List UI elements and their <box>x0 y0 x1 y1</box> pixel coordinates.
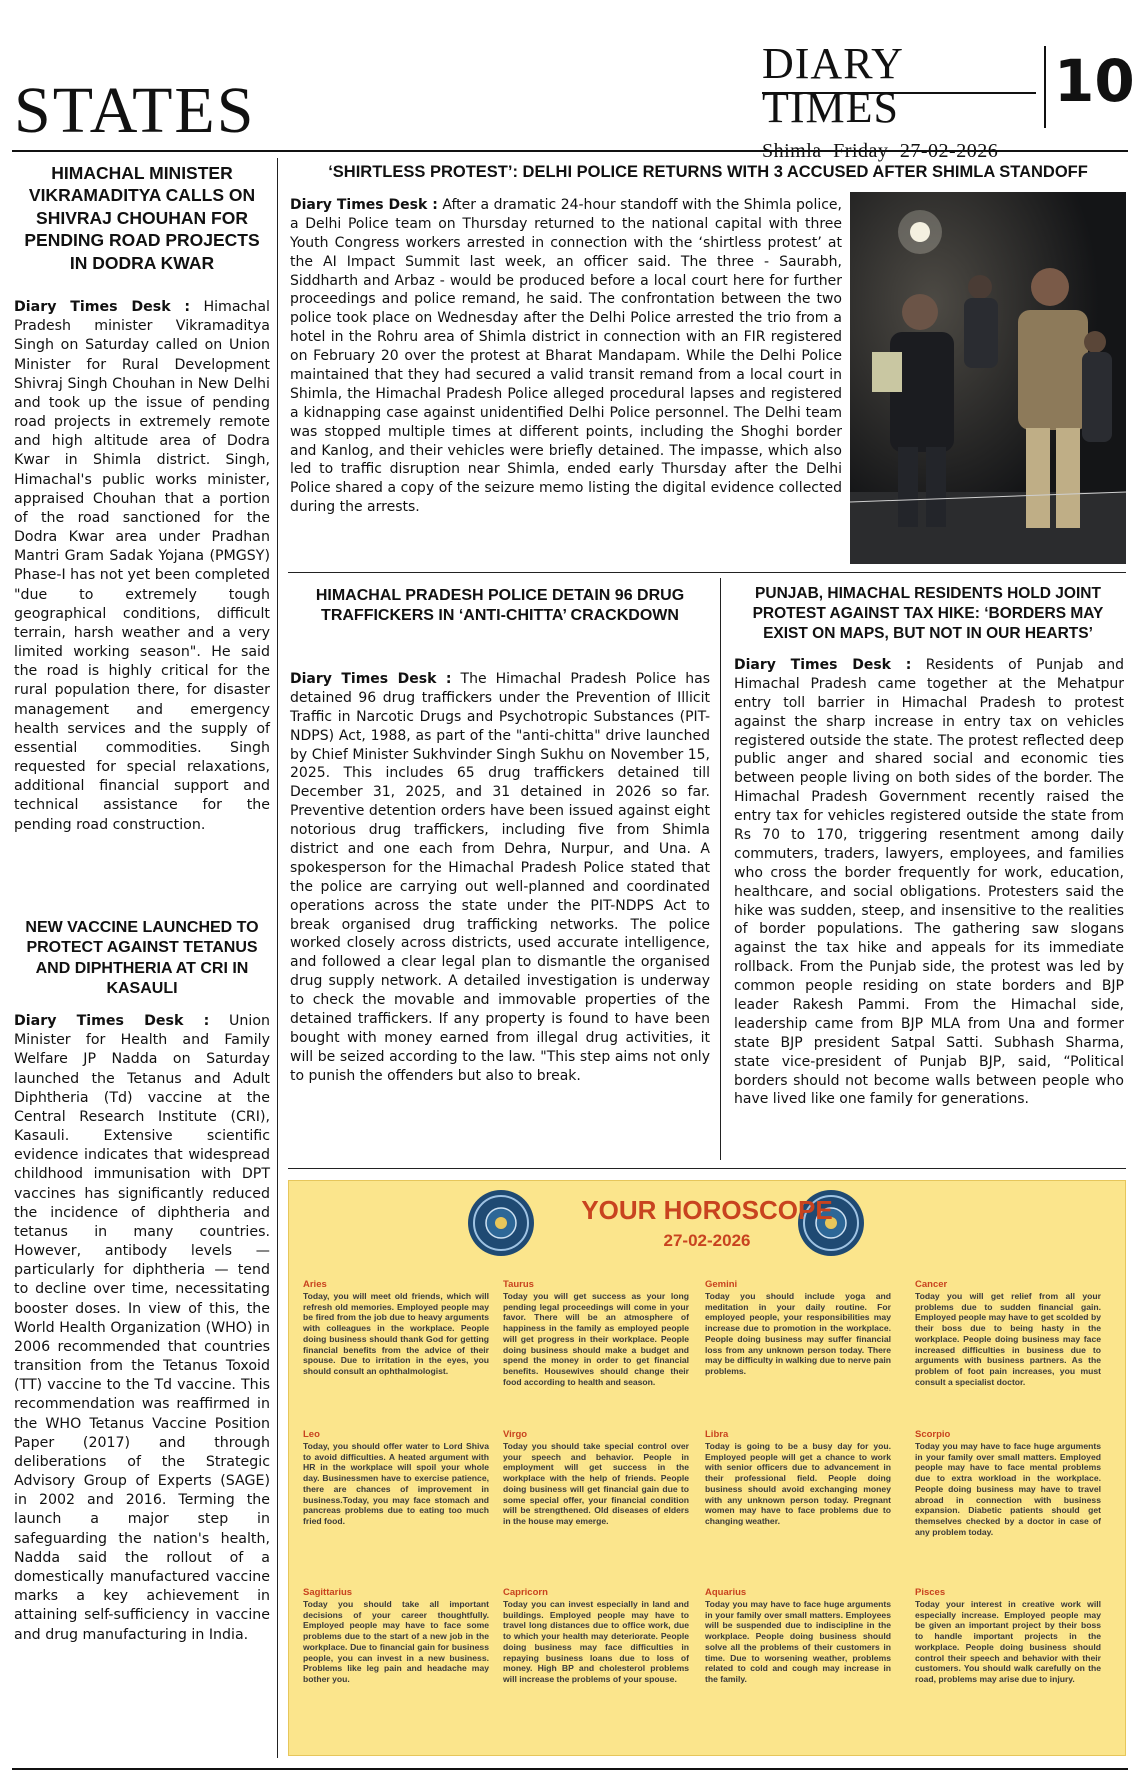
sign-name: Virgo <box>503 1429 528 1440</box>
horoscope-sign <box>303 1279 489 1377</box>
horoscope-sign <box>303 1587 489 1685</box>
horoscope-sign <box>503 1429 689 1527</box>
masthead <box>762 39 1042 163</box>
article-headline: HIMACHAL PRADESH POLICE DETAIN 96 DRUG TRAFFICKERS IN ‘ANTI-CHITTA’ CRACKDOWN <box>315 587 685 625</box>
article-text: Himachal Pradesh minister Vikramaditya Singh on Saturday called on Union Minister for Rural Development Shivraj Singh Chouhan in New Delhi and took up the issue of pending road projects in extremely remote and high altitude area of Dodra Kwar in Shimla district. Singh, Himachal's public works minister, appraised Chouhan that a portion of the road sanctioned for the Dodra Kwar area under Pradhan Mantri Gram Sadak Yojana (PMGSY) Phase-I has not yet been completed "due to extremely tough geographical conditions, difficult terrain, harsh weather and a very limited working season". He said the road is highly critical for the rural population there, for disaster management and emergency health services and the supply of essential commodities. Singh requested for special relaxations, additional financial support and technical assistance for the pending road construction. <box>14 299 270 833</box>
horoscope-title: YOUR HOROSCOPE <box>581 1195 833 1225</box>
sign-name: Leo <box>303 1429 320 1440</box>
sign-forecast: Today you may have to face huge arguments in your family over small matters. Employed people may have to face mental problems due to extra workload in the workplace. People doing business may have to travel abroad in connection with business expansion. Diabetic patients should get themselves checked by a doctor in case of any problem today. <box>915 1441 1101 1537</box>
bottom-rule <box>12 1768 1128 1770</box>
article-text: After a dramatic 24-hour standoff with the Shimla police, a Delhi Police team on Thursday returned to the national capital with three Youth Congress workers arrested in connection with the ‘shirtless protest’ at the AI Impact Summit last week, an officer said. The three - Saurabh, Siddharth and Arbaz - would be produced before a local court here for further proceedings and police remand, he said. The confrontation between the two police took place on Wednesday after the Delhi Police arrested the trio from a hotel in the Rohru area of Shimla district in connection with an FIR registered on February 20 over the protest at Bharat Mandapam. While the Delhi Police maintained that they had secured a valid transit remand from a local court in Shimla, the Himachal Pradesh Police alleged procedural lapses and registered a kidnapping case against unidentified Delhi Police personnel. The Delhi team was stopped multiple times at different points, including the Shoghi border and Kanlog, and their vehicles were briefly detained. The impasse, which also led to traffic disruption near Shimla, ended early Thursday after the Delhi Police shared a copy of the seizure memo listing the digital evidence collected during the arrests. <box>290 197 842 516</box>
sign-forecast: Today you should take all important decisions of your career thoughtfully. Employed people may have to face some problems due to the start of a new job in the workplace. Due to financial gain for business people, you can invest in a new business. Problems like leg pain and headache may bother you. <box>303 1599 489 1685</box>
sign-forecast: Today you may have to face huge arguments in your family over small matters. Employees will be suspended due to indiscipline in the workplace. People doing business should solve all the problems of their customers in time. Due to worsening weather, problems related to cold and cough may increase in the family. <box>705 1599 891 1685</box>
dateline: Shimla Friday 27-02-2026 <box>762 140 999 162</box>
article-body <box>734 656 1124 1109</box>
horoscope-date: 27-02-2026 <box>663 1231 751 1250</box>
article-body <box>290 670 710 1086</box>
horoscope-sign <box>705 1279 891 1377</box>
desk-label: Diary Times Desk : <box>734 657 912 673</box>
row-divider <box>288 572 1126 573</box>
horoscope-sign <box>915 1429 1101 1538</box>
desk-label: Diary Times Desk : <box>290 671 452 687</box>
horoscope-sign <box>705 1429 891 1527</box>
page-number: 10 <box>1054 47 1135 115</box>
column-divider <box>277 158 278 1758</box>
article-text: The Himachal Pradesh Police has detained 96 drug traffickers under the Prevention of Illicit Traffic in Narcotic Drugs and Psychotropic Substances (PIT-NDPS) Act, 1988, as part of the "anti-chitta" drive launched by Chief Minister Sukhvinder Singh Sukhu on November 15, 2025. This includes 65 drug traffickers detained till December 31, 2025, and 31 detained in 2026 so far. Preventive detention orders have been issued against eight notorious drug traffickers, including five from Shimla district and one each from Dehra, Nurpur, and Una. A spokesperson for the Himachal Pradesh Police stated that the police are carrying out well-planned and coordinated operations across the state under the PIT-NDPS Act to break organised drug trafficking networks. The police worked closely across districts, used accurate intelligence, and followed a clear legal plan to dismantle the organised drug supply network. A detailed investigation is underway to check the movable and immovable properties of the detained traffickers. If any property is found to have been bought with money earned from illegal drug activities, it will be seized according to the law. "This step aims not only to punish the offenders but also to break. <box>290 671 710 1084</box>
horoscope-sign <box>503 1279 689 1388</box>
horoscope-sign <box>705 1587 891 1685</box>
news-photo <box>850 192 1126 564</box>
row-divider <box>288 1168 1126 1169</box>
lead-headline: ‘SHIRTLESS PROTEST’: DELHI POLICE RETURNS WITH 3 ACCUSED AFTER SHIMLA STANDOFF <box>328 163 1088 181</box>
article-body <box>14 298 270 835</box>
article-headline: NEW VACCINE LAUNCHED TO PROTECT AGAINST TETANUS AND DIPHTHERIA AT CRI IN KASAULI <box>25 919 259 998</box>
sign-name: Aries <box>303 1279 327 1290</box>
sign-name: Cancer <box>915 1279 948 1290</box>
sign-forecast: Today, you will meet old friends, which will refresh old memories. Employed people may be fired from the job due to heavy arguments with colleagues in the workplace. People doing business should thank God for getting financial benefits from the advice of their spouse. Due to irritation in the eyes, you should consult an ophthalmologist. <box>303 1291 489 1377</box>
sign-forecast: Today your interest in creative work will especially increase. Employed people may be given an important project by their boss to handle important projects in the workplace. People doing business should control their speech and behavior with their customers. You should walk carefully on the road, problems may arise due to injury. <box>915 1599 1101 1685</box>
horoscope-panel <box>288 1180 1126 1756</box>
masthead-divider <box>1044 46 1046 128</box>
sign-forecast: Today you can invest especially in land and buildings. Employed people may have to travel long distances due to office work, due to which your health may deteriorate. People doing business may face difficulties in repaying business loans due to loss of money. High BP and cholesterol problems will increase the problems of your spouse. <box>503 1599 689 1685</box>
sign-forecast: Today, you should offer water to Lord Shiva to avoid difficulties. A heated argument with HR in the workplace will spoil your whole day. Businessmen have to exercise patience, there are chances of improvement in business.Today, you may face stomach and pancreas problems due to eating too much fried food. <box>303 1441 489 1527</box>
sign-name: Sagittarius <box>303 1587 353 1598</box>
sign-forecast: Today is going to be a busy day for you. Employed people will get a chance to work with senior officers due to advancement in their professional field. People doing business should avoid exchanging money with any unknown person today. Pregnant women may have to face problems due to changing weather. <box>705 1441 891 1527</box>
sign-name: Scorpio <box>915 1429 951 1440</box>
sign-name: Gemini <box>705 1279 738 1290</box>
newspaper-name: DIARY TIMES <box>762 39 903 132</box>
article-body <box>14 1012 270 1645</box>
desk-label: Diary Times Desk : <box>14 299 191 315</box>
sign-name: Capricorn <box>503 1587 548 1598</box>
sign-forecast: Today you should include yoga and meditation in your daily routine. For employed people, your responsibilities may increase due to promotion in the workplace. People doing business may suffer financial loss from any unknown person today. There may be difficulty in walking due to nerve pain problems. <box>705 1291 891 1377</box>
sign-name: Libra <box>705 1429 729 1440</box>
sign-name: Aquarius <box>705 1587 747 1598</box>
top-rule <box>12 150 1128 152</box>
horoscope-sign <box>915 1587 1101 1685</box>
column-divider <box>720 578 721 1160</box>
article-headline: HIMACHAL MINISTER VIKRAMADITYA CALLS ON SHIVRAJ CHOUHAN FOR PENDING ROAD PROJECTS IN DODRA KWAR <box>24 163 260 273</box>
sign-forecast: Today you will get relief from all your problems due to sudden financial gain. Employed people may have to get scolded by their boss due to being hasty in the workplace. People doing business may face increased difficulties in business due to arguments with business partners. As the problem of foot pain increases, you must consult a specialist doctor. <box>915 1291 1101 1387</box>
horoscope-sign <box>303 1429 489 1527</box>
article-text: Residents of Punjab and Himachal Pradesh came together at the Mehatpur entry toll barrier in Himachal Pradesh to protest against the sharp increase in entry tax on vehicles registered outside the state. The protest reflected deep public anger and shared social and economic ties between people living on both sides of the border. The Himachal Pradesh Government recently raised the entry tax for vehicles registered outside the state from Rs 70 to 170, triggering resentment among daily commuters, traders, lawyers, employees, and families who cross the border frequently for work, education, healthcare, and social obligations. Protesters said the hike was sudden, steep, and insensitive to the realities of border populations. The gathering saw slogans against the tax hike and appeals for its immediate rollback. From the Punjab side, the protest was led by common people residing on state borders and BJP leader Rakesh Pammi. From the Himachal side, leadership came from BJP MLA from Una and former state BJP president Satpal Satti. Subhash Sharma, state vice-president of Punjab BJP, said, “Political borders should not become walls between people who have lived like one family for generations. <box>734 657 1124 1108</box>
desk-label: Diary Times Desk : <box>14 1013 210 1029</box>
article-headline: PUNJAB, HIMACHAL RESIDENTS HOLD JOINT PROTEST AGAINST TAX HIKE: ‘BORDERS MAY EXIST ON MAPS, BUT NOT IN OUR HEARTS’ <box>752 585 1104 642</box>
section-title: STATES <box>14 74 256 147</box>
sign-forecast: Today you will get success as your long pending legal proceedings will come in your favor. There will be an atmosphere of happiness in the family as employed people will get progress in their workplace. People doing business should make a budget and spend the money in order to get financial benefits. Housewives should change their food according to health and season. <box>503 1291 689 1387</box>
sign-name: Pisces <box>915 1587 946 1598</box>
desk-label: Diary Times Desk : <box>290 197 438 213</box>
horoscope-sign <box>915 1279 1101 1388</box>
article-text: Union Minister for Health and Family Welfare JP Nadda on Saturday launched the Tetanus and Adult Diphtheria (Td) vaccine at the Central Research Institute (CRI), Kasauli. Extensive scientific evidence indicates that widespread childhood immunisation with DPT vaccines has significantly reduced the incidence of diphtheria and tetanus in many countries. However, antibody levels — particularly for diphtheria — tend to decline over time, necessitating booster doses. In view of this, the World Health Organization (WHO) in 2006 recommended that countries transition from the Tetanus Toxoid (TT) vaccine to the Td vaccine. This recommendation was reaffirmed in the WHO Tetanus Vaccine Position Paper (2017) and through deliberations of the Strategic Advisory Group of Experts (SAGE) in 2002 and 2016. Terming the launch a major step in safeguarding the nation's health, Nadda said the rollout of a domestically manufactured vaccine marks a key achievement in attaining self-sufficiency in vaccine and drug manufacturing in India. <box>14 1013 270 1643</box>
article-body <box>290 196 842 517</box>
sign-forecast: Today you should take special control over your speech and behavior. People in employment will get success in the workplace with the help of friends. People doing business will get financial gain due to some special offer, your financial condition will be strengthened. Old diseases of elders in the house may emerge. <box>503 1441 689 1527</box>
sign-name: Taurus <box>503 1279 534 1290</box>
horoscope-sign <box>503 1587 689 1685</box>
